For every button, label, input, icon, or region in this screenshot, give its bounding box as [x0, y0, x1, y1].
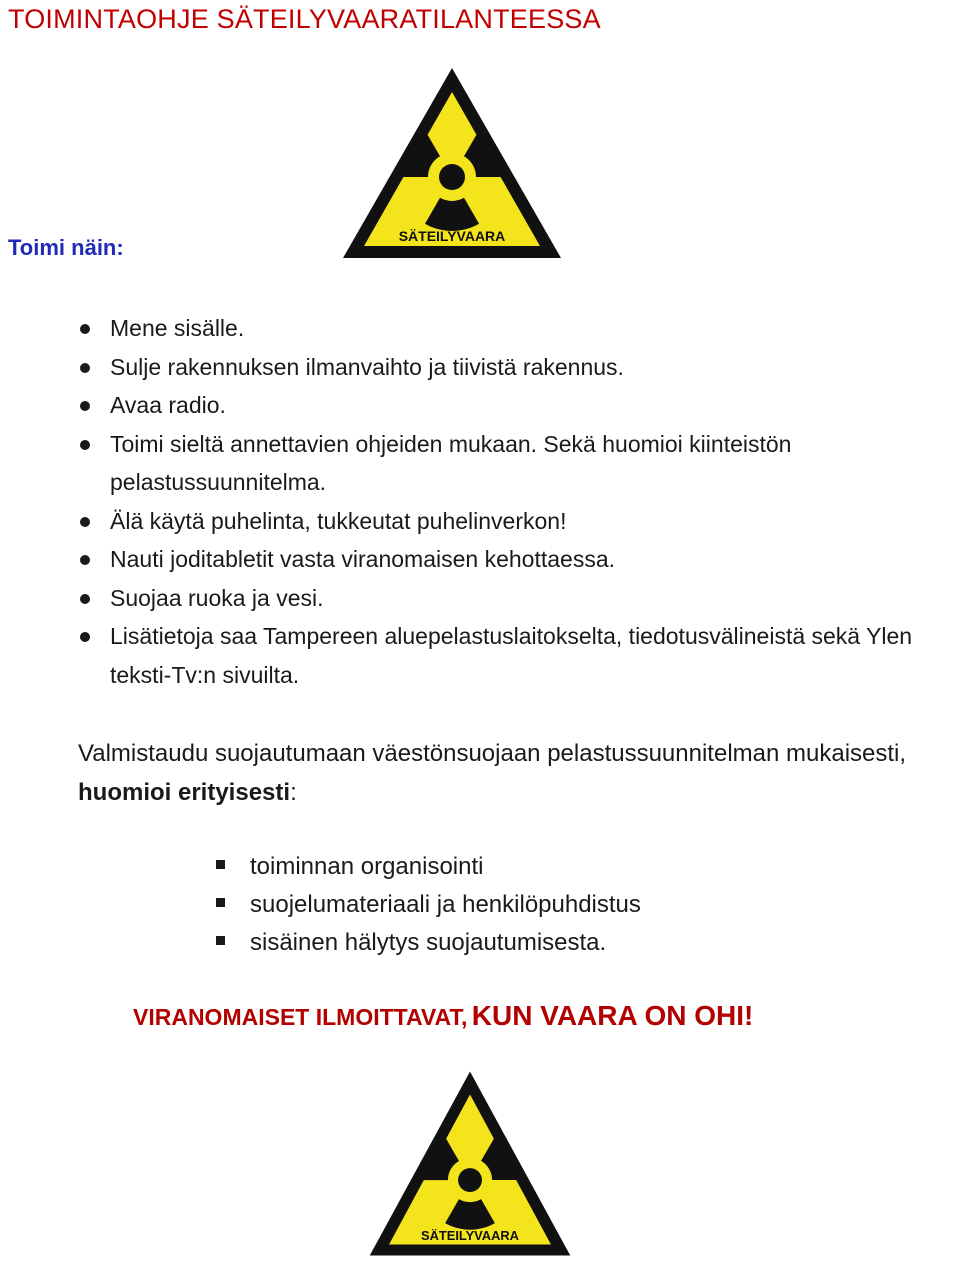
closing-notice-part2: KUN VAARA ON OHI!	[471, 1000, 754, 1031]
preparation-emphasis: huomioi erityisesti	[78, 778, 291, 806]
list-item: suojelumateriaali ja henkilöpuhdistus	[214, 886, 641, 924]
bullet-icon	[80, 324, 90, 334]
bullet-icon	[80, 632, 90, 642]
list-item: Älä käytä puhelinta, tukkeutat puhelinverkon!	[80, 502, 950, 541]
closing-notice	[133, 1000, 753, 1032]
square-bullet-icon	[216, 936, 225, 945]
radiation-warning-sign-top	[337, 62, 567, 264]
radiation-warning-sign-bottom	[364, 1066, 576, 1261]
list-item: Suojaa ruoka ja vesi.	[80, 579, 950, 618]
preparation-text: Valmistaudu suojautumaan väestönsuojaan pelastussuunnitelman mukaisesti,	[78, 740, 907, 767]
preparation-suffix: :	[290, 778, 297, 806]
list-item: toiminnan organisointi	[214, 848, 641, 886]
list-item: Nauti joditabletit vasta viranomaisen kehottaessa.	[80, 540, 950, 579]
bullet-icon	[80, 363, 90, 373]
list-item: Toimi sieltä annettavien ohjeiden mukaan. Sekä huomioi kiinteistön pelastussuunnitelma.	[80, 425, 950, 502]
focus-list	[214, 848, 641, 962]
list-item: Avaa radio.	[80, 386, 950, 425]
bullet-icon	[80, 555, 90, 565]
list-item: Sulje rakennuksen ilmanvaihto ja tiivistä rakennus.	[80, 348, 950, 387]
bullet-icon	[80, 594, 90, 604]
preparation-paragraph	[78, 735, 938, 812]
square-bullet-icon	[216, 860, 225, 869]
radiation-warning-icon	[337, 62, 567, 264]
list-item: sisäinen hälytys suojautumisesta.	[214, 924, 641, 962]
sign-label: SÄTEILYVAARA	[421, 1227, 519, 1243]
instruction-list	[80, 309, 950, 694]
square-bullet-icon	[216, 898, 225, 907]
bullet-icon	[80, 517, 90, 527]
instructions-heading: Toimi näin:	[8, 235, 124, 260]
sign-label: SÄTEILYVAARA	[398, 228, 506, 244]
bullet-icon	[80, 440, 90, 450]
page-title: TOIMINTAOHJE SÄTEILYVAARATILANTEESSA	[8, 4, 601, 34]
list-item: Mene sisälle.	[80, 309, 950, 348]
list-item: Lisätietoja saa Tampereen aluepelastuslaitokselta, tiedotusvälineistä sekä Ylen teksti-Tv:n sivuilta.	[80, 617, 950, 694]
radiation-warning-icon	[364, 1066, 576, 1261]
bullet-icon	[80, 401, 90, 411]
closing-notice-part1: VIRANOMAISET ILMOITTAVAT,	[133, 1004, 468, 1030]
